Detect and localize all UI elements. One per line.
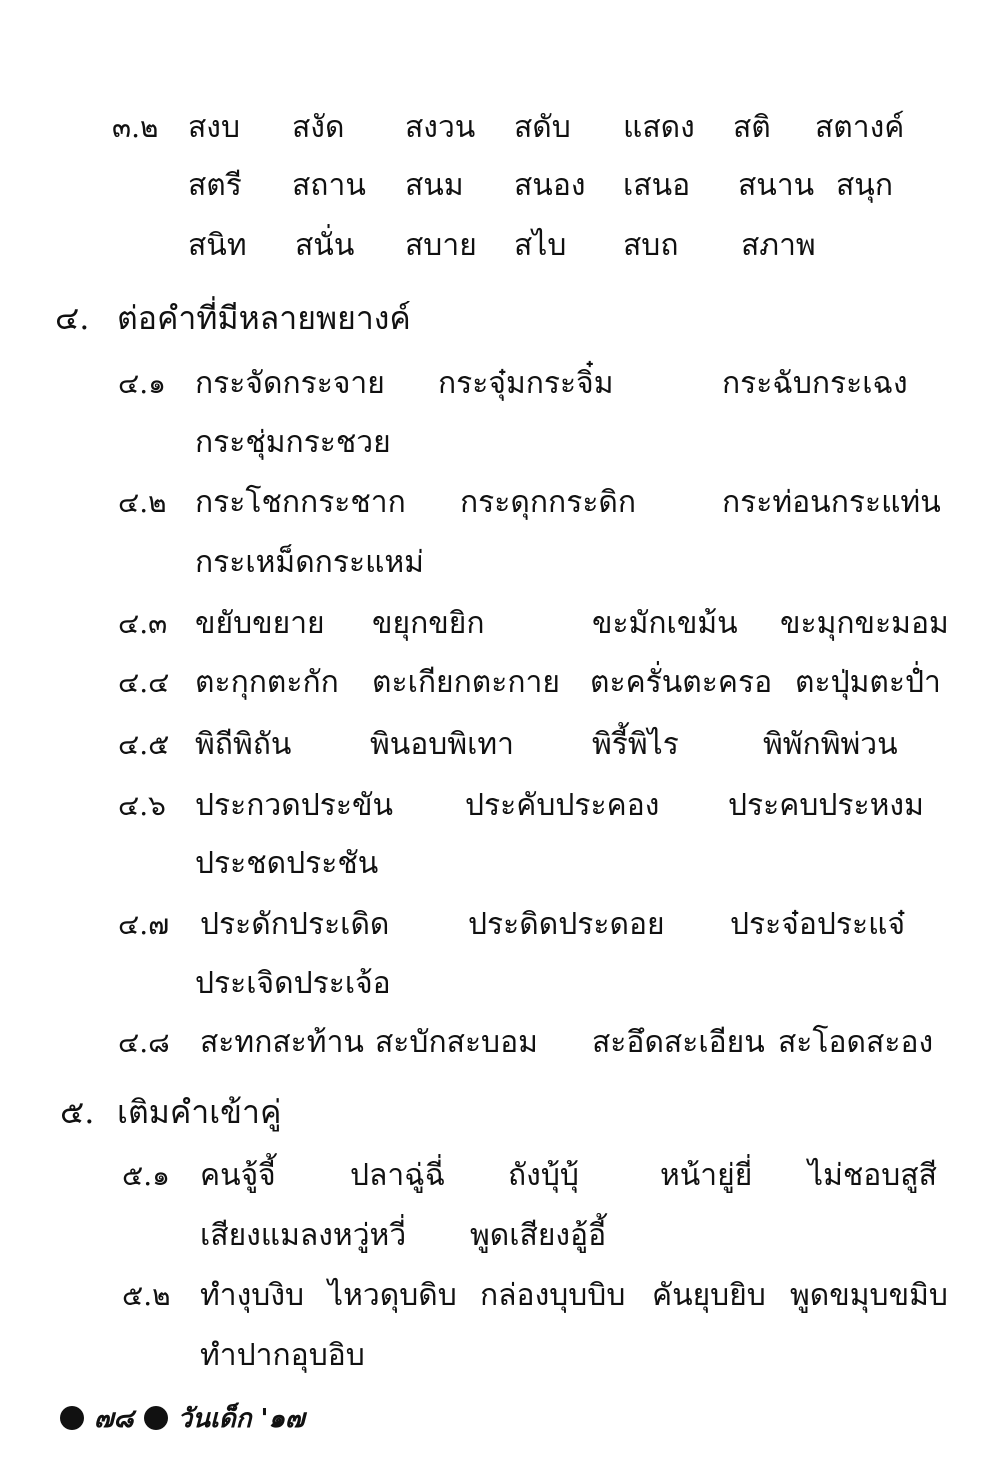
word: ประจ๋อประแจ๋ <box>730 907 906 942</box>
word: เสนอ <box>623 168 691 203</box>
word: กระท่อนกระแท่น <box>722 485 941 520</box>
word: กระโชกกระชาก <box>195 485 406 520</box>
section-4-6-continued <box>0 836 982 896</box>
word: พิถีพิถัน <box>195 727 292 762</box>
word: สถาน <box>292 168 366 203</box>
word: กล่องบุบบิบ <box>480 1278 626 1313</box>
word: พินอบพิเทา <box>370 727 514 762</box>
section-4-number: ๔. <box>55 299 90 337</box>
section-5-number: ๕. <box>60 1093 95 1131</box>
word: สดับ <box>514 110 571 145</box>
section-number: ๔.๒ <box>118 486 167 519</box>
section-number: ๔.๕ <box>118 728 170 761</box>
section-number: ๕.๑ <box>122 1159 170 1192</box>
section-4-3 <box>0 596 982 656</box>
word: กระชุ่มกระชวย <box>195 425 391 460</box>
section-4-2 <box>0 475 982 535</box>
section-5-1-continued <box>0 1208 982 1268</box>
section-4-7-continued <box>0 956 982 1016</box>
section-number: ๔.๑ <box>118 367 166 400</box>
word: สบาย <box>405 228 477 263</box>
word: สะโอดสะอง <box>778 1025 934 1060</box>
word: สงัด <box>292 110 345 145</box>
word: กระจุ๋มกระจิ๋ม <box>438 366 614 401</box>
word: สนั่น <box>295 228 355 263</box>
word: หน้ายู่ยี่ <box>660 1158 753 1193</box>
section-number: ๔.๘ <box>118 1026 170 1059</box>
word: พูดขมุบขมิบ <box>790 1278 948 1313</box>
word: สนาน <box>738 168 815 203</box>
section-4-8 <box>0 1015 982 1075</box>
bullet-dot-icon <box>144 1406 168 1430</box>
publication-title: วันเด็ก '๑๗ <box>177 1403 305 1434</box>
section-5-1 <box>0 1148 982 1208</box>
word: ตะเกียกตะกาย <box>372 665 560 700</box>
word: พูดเสียงอู้อี้ <box>470 1218 607 1253</box>
word: ปลาฉู่ฉี่ <box>350 1158 446 1193</box>
word: สไบ <box>514 228 567 263</box>
word: ถังบุ้บุ้ <box>508 1158 579 1193</box>
word: ประชดประชัน <box>195 846 379 881</box>
word: ขยับขยาย <box>195 606 325 641</box>
word: ไม่ชอบสูสี <box>808 1158 937 1193</box>
page-footer <box>60 1398 315 1438</box>
word: สะบักสะบอม <box>375 1025 538 1060</box>
section-number: ๔.๓ <box>118 607 168 640</box>
word: สนอง <box>514 168 586 203</box>
word: ทำปากอุบอิบ <box>200 1338 365 1373</box>
page-number: ๗๘ <box>94 1403 134 1434</box>
word: พิรี้พิไร <box>592 727 679 762</box>
word: สงวน <box>405 110 476 145</box>
word: กระฉับกระเฉง <box>722 366 908 401</box>
section-3-2-row-3 <box>0 218 982 278</box>
word: สะอึดสะเอียน <box>592 1025 765 1060</box>
section-4-4 <box>0 655 982 715</box>
word: ประคบประหงม <box>728 788 924 823</box>
bullet-dot-icon <box>60 1406 84 1430</box>
section-number: ๔.๖ <box>118 789 166 822</box>
word: ตะครั่นตะครอ <box>590 665 773 700</box>
word: ตะกุกตะกัก <box>195 665 339 700</box>
word: สติ <box>733 110 771 145</box>
section-3-2-row-2 <box>0 158 982 218</box>
word: คนจู้จี้ <box>200 1158 276 1193</box>
word: ประคับประคอง <box>465 788 660 823</box>
section-4-7 <box>0 897 982 957</box>
word: ประดิดประดอย <box>468 907 665 942</box>
word: ขะมุกขะมอม <box>780 606 949 641</box>
word: สะทกสะท้าน <box>200 1025 364 1060</box>
word: ตะปุ่มตะป่ำ <box>795 665 941 700</box>
section-number: ๔.๔ <box>118 666 170 699</box>
word: กระดุกกระดิก <box>460 485 637 520</box>
section-5-2-continued <box>0 1328 982 1388</box>
section-5-2 <box>0 1268 982 1328</box>
section-number: ๔.๗ <box>118 908 170 941</box>
word: สนม <box>405 168 464 203</box>
section-4-1-continued <box>0 415 982 475</box>
section-4-1 <box>0 356 982 416</box>
section-4-6 <box>0 778 982 838</box>
word: สงบ <box>188 110 241 145</box>
word: ประดักประเดิด <box>200 907 390 942</box>
word: ประเจิดประเจ้อ <box>195 966 391 1001</box>
section-4-2-continued <box>0 535 982 595</box>
word: ไหวดุบดิบ <box>328 1278 457 1313</box>
word: กระเหม็ดกระแหม่ <box>195 545 424 580</box>
word: สภาพ <box>741 228 816 263</box>
word: เสียงแมลงหวู่หวี่ <box>200 1218 407 1253</box>
section-number: ๓.๒ <box>112 111 159 144</box>
word: สนุก <box>836 168 893 203</box>
word: พิพักพิพ่วน <box>763 727 898 762</box>
word: ขะมักเขม้น <box>592 606 738 641</box>
section-number: ๕.๒ <box>122 1279 171 1312</box>
word: ทำงุบงิบ <box>200 1278 305 1313</box>
section-4-title: ต่อคำที่มีหลายพยางค์ <box>117 299 411 337</box>
section-5-title: เติมคำเข้าคู่ <box>117 1093 282 1131</box>
word: คันยุบยิบ <box>652 1278 766 1313</box>
section-3-2-row-1 <box>0 100 982 160</box>
word: สตางค์ <box>815 110 905 145</box>
word: สบถ <box>623 228 679 263</box>
word: ประกวดประขัน <box>195 788 394 823</box>
word: สนิท <box>188 228 247 263</box>
word: สตรี <box>188 168 242 203</box>
word: ขยุกขยิก <box>372 606 485 641</box>
word: กระจัดกระจาย <box>195 366 385 401</box>
word: แสดง <box>623 110 695 145</box>
section-4-5 <box>0 717 982 777</box>
